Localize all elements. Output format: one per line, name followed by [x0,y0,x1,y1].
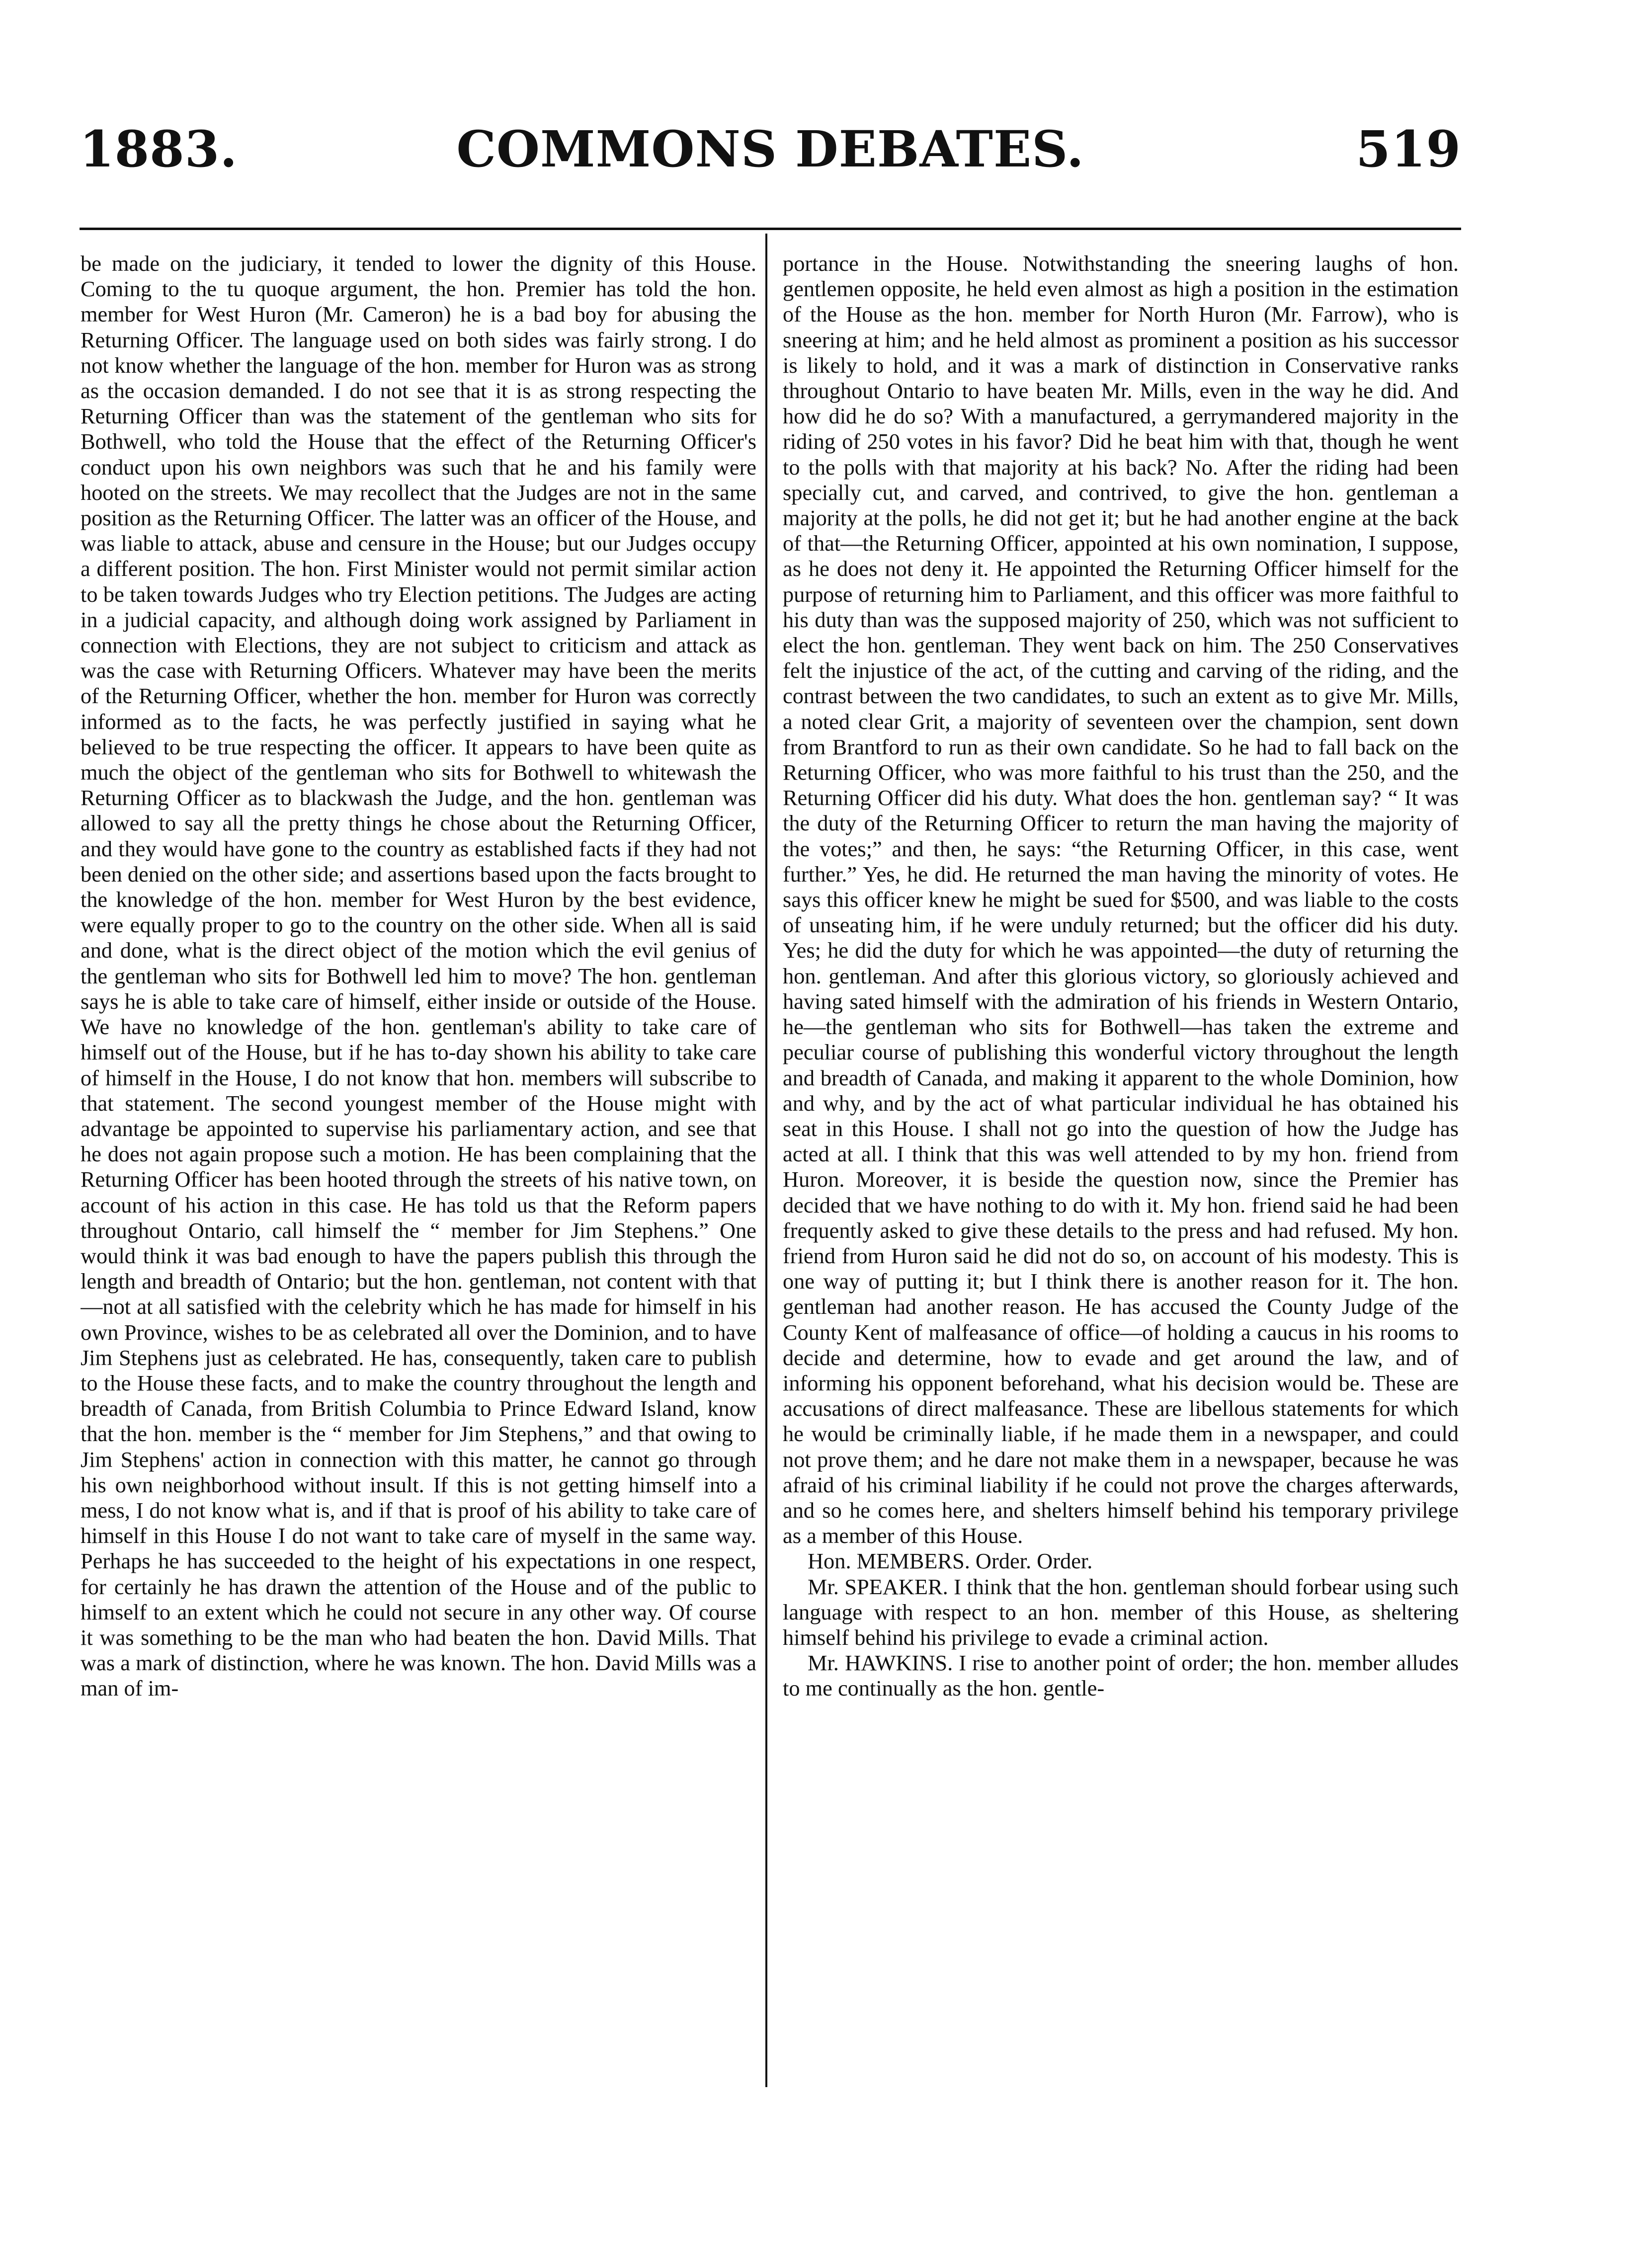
right-column-paragraph: portance in the House. Notwithstanding the sneering laughs of hon. gentlemen opposite, he held even almost as high a position in the estimation of the House as the hon. member for North Huron (Mr. Farrow), who is sneering at him; and he held almost as prominent a position as his successor is likely to hold, and it was a mark of distinction in Conservative ranks throughout Ontario to have beaten Mr. Mills, even in the way he did. And how did he do so? With a manufactured, a gerrymandered majority in the riding of 250 votes in his favor? Did he beat him with that, though he went to the polls with that majority at his back? No. After the riding had been specially cut, and carved, and contrived, to give the hon. gentleman a majority at the polls, he did not get it; but he had another engine at the back of that—the Returning Officer, appointed at his own nomination, I suppose, as he does not deny it. He appointed the Returning Officer himself for the purpose of returning him to Parliament, and this officer was more faithful to his duty than was the supposed majority of 250, which was not sufficient to elect the hon. gentleman. They went back on him. The 250 Conservatives felt the injustice of the act, of the cutting and carving of the riding, and the contrast between the two candidates, to such an extent as to give Mr. Mills, a noted clear Grit, a majority of seventeen over the champion, sent down from Brantford to run as their own candidate. So he had to fall back on the Returning Officer, who was more faithful to his trust than the 250, and the Returning Officer did his duty. What does the hon. gentleman say? “ It was the duty of the Returning Officer to return the man having the majority of the votes;” and then, he says: “the Returning Officer, in this case, went further.” Yes, he did. He returned the man having the minority of votes. He says this officer knew he might be sued for $500, and was liable to the costs of unseating him, if he were unduly returned; but the officer did his duty. Yes; he did the duty for which he was appointed—the duty of returning the hon. gentleman. And after this glorious victory, so gloriously achieved and having sated himself with the admiration of his friends in Western Ontario, he—the gentleman who sits for Bothwell—has taken the extreme and peculiar course of publishing this wonderful victory throughout the length and breadth of Canada, and making it apparent to the whole Dominion, how and why, and by the act of what particular individual he has obtained his seat in this House. I shall not go into the question of how the Judge has acted at all. I think that this was well attended to by my hon. friend from Huron. Moreover, it is beside the question now, since the Premier has decided that we have nothing to do with it. My hon. friend said he had been frequently asked to give these details to the press and had refused. My hon. friend from Huron said he did not do so, on account of his modesty. This is one way of putting it; but I think there is another reason for it. The hon. gentleman had another reason. He has accused the County Judge of the County Kent of malfeasance of office—of holding a caucus in his rooms to decide and determine, how to evade and get around the law, and of informing his opponent beforehand, what his decision would be. These are accusations of direct malfeasance. These are libellous statements for which he would be criminally liable, if he made them in a newspaper, and could not prove them; and he dare not make them in a newspaper, because he was afraid of his criminal liability if he could not prove the charges afterwards, and so he comes here, and shelters himself behind his temporary privilege as a member of this House. [783,251,1459,1548]
left-column-paragraph: be made on the judiciary, it tended to lower the dignity of this House. Coming to the tu quoque argument, the hon. Premier has told the hon. member for West Huron (Mr. Cameron) he is a bad boy for abusing the Returning Officer. The language used on both sides was fairly strong. I do not know whether the language of the hon. member for Huron was as strong as the occasion demanded. I do not see that it is as strong respecting the Returning Officer than was the statement of the gentleman who sits for Bothwell, who told the House that the effect of the Returning Officer's conduct upon his own neighbors was such that he and his family were hooted on the streets. We may recollect that the Judges are not in the same position as the Returning Officer. The latter was an officer of the House, and was liable to attack, abuse and censure in the House; but our Judges occupy a different position. The hon. First Minister would not permit similar action to be taken towards Judges who try Election petitions. The Judges are acting in a judicial capacity, and although doing work assigned by Parliament in connection with Elections, they are not subject to criticism and attack as was the case with Returning Officers. Whatever may have been the merits of the Returning Officer, whether the hon. member for Huron was correctly informed as to the facts, he was perfectly justified in saying what he believed to be true respecting the officer. It appears to have been quite as much the object of the gentleman who sits for Bothwell to whitewash the Returning Officer as to blackwash the Judge, and the hon. gentleman was allowed to say all the pretty things he chose about the Returning Officer, and they would have gone to the country as established facts if they had not been denied on the other side; and assertions based upon the facts brought to the knowledge of the hon. member for West Huron by the best evidence, were equally proper to go to the country on the other side. When all is said and done, what is the direct object of the motion which the evil genius of the gentleman who sits for Bothwell led him to move? The hon. gentleman says he is able to take care of himself, either inside or outside of the House. We have no knowledge of the hon. gentleman's ability to take care of himself out of the House, but if he has to-day shown his ability to take care of himself in the House, I do not know that hon. members will subscribe to that statement. The second youngest member of the House might with advantage be appointed to supervise his parliamentary action, and see that he does not again propose such a motion. He has been complaining that the Returning Officer has been hooted through the streets of his native town, on account of his action in this case. He has told us that the Reform papers throughout Ontario, call himself the “ member for Jim Stephens.” One would think it was bad enough to have the papers publish this through the length and breadth of Ontario; but the hon. gentleman, not content with that—not at all satisfied with the celebrity which he has made for himself in his own Province, wishes to be as celebrated all over the Dominion, and to have Jim Stephens just as celebrated. He has, consequently, taken care to publish to the House these facts, and to make the country throughout the length and breadth of Canada, from British Columbia to Prince Edward Island, know that the hon. member is the “ member for Jim Stephens,” and that owing to Jim Stephens' action in connection with this matter, he cannot go through his own neighborhood without insult. If this is not getting himself into a mess, I do not know what is, and if that is proof of his ability to take care of himself in this House I do not want to take care of myself in the same way. Perhaps he has succeeded to the height of his expectations in one respect, for certainly he has drawn the attention of the House and of the public to himself to an extent which he could not secure in any other way. Of course it was something to be the man who had beaten the hon. David Mills. That was a mark of distinction, where he was known. The hon. David Mills was a man of im- [81,251,756,1701]
speaker-remark: Mr. SPEAKER. I think that the hon. gentleman should forbear using such language with respect to an hon. member of this House, as sheltering himself behind his privilege to evade a criminal action. [783,1574,1459,1650]
hawkins-remark: Mr. HAWKINS. I rise to another point of order; the hon. member alludes to me continually as the hon. gentle- [783,1650,1459,1701]
page-header [80,119,1461,219]
right-column [783,251,1459,2129]
header-year: 1883. [80,120,238,178]
left-column [81,251,756,2129]
header-rule [80,228,1461,230]
header-page-number: 519 [1356,120,1461,178]
header-title: COMMONS DEBATES. [456,120,1084,178]
members-interjection: Hon. MEMBERS. Order. Order. [808,1548,1093,1574]
column-divider [765,234,767,2087]
